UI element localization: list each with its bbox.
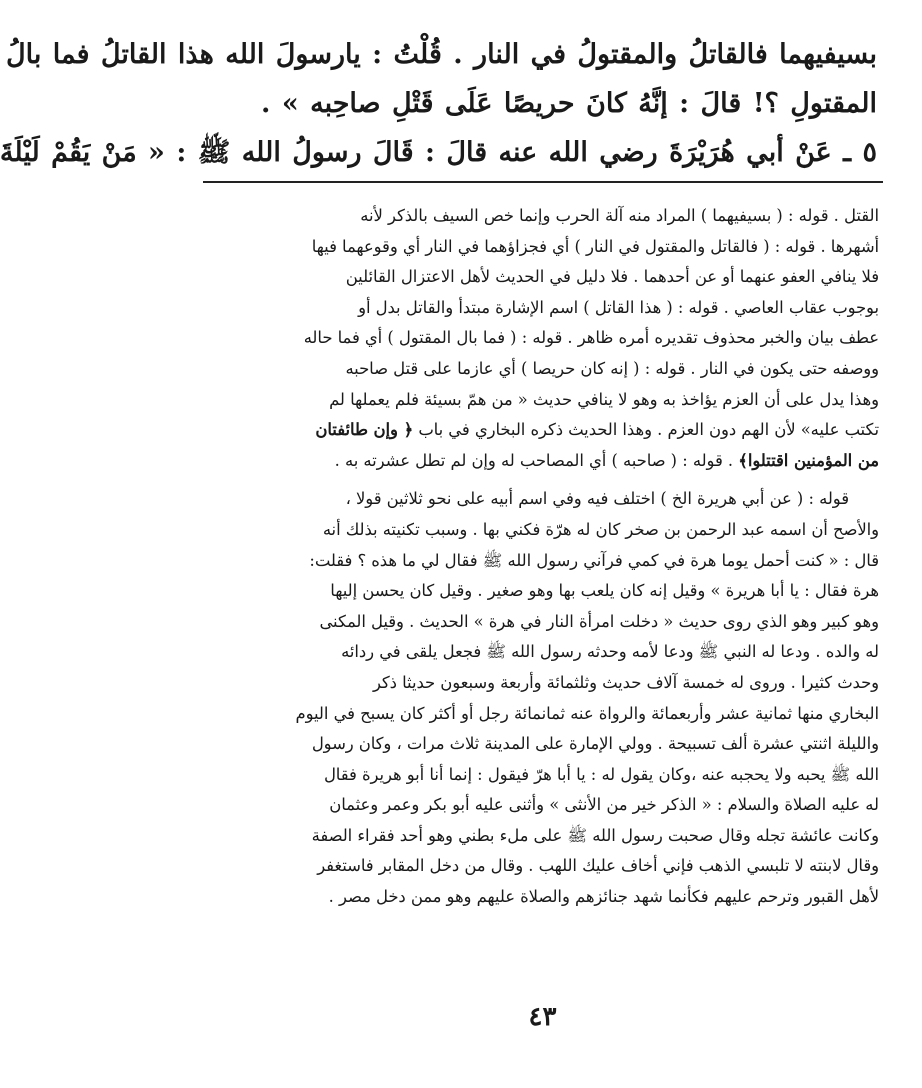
commentary-line: وهذا يدل على أن العزم يؤاخذ به وهو لا ينافي حديث « من همّ بسيئة فلم يعملها لم (329, 389, 879, 409)
commentary-line: له والده . ودعا له النبي ﷺ ودعا لأمه وحدثه رسول الله ﷺ فجعل يلقى في ردائه (341, 642, 879, 662)
commentary-line: له عليه الصلاة والسلام : « الذكر خير من الأنثى » وأثنى عليه أبو بكر وعمر وعثمان (329, 795, 879, 815)
hadith-line: ٥ ـ عَنْ أبي هُرَيْرَةَ رضي الله عنه قالَ : قَالَ رسولُ الله ﷺ : « مَنْ يَقُمْ لَيْلَةَ (0, 137, 877, 168)
commentary-line: البخاري منها ثمانية عشر وأربعمائة والرواة عنه ثمانمائة رجل أو أكثر كان يسبح في اليوم (295, 703, 879, 723)
quran-verse: ﴿ وإن طائفتان (315, 420, 414, 440)
commentary-line: أشهرها . قوله : ( فالقاتل والمقتول في النار ) أي فجزاؤهما في النار أي وقوعهما فيها (311, 236, 879, 256)
commentary-line (207, 415, 879, 446)
hadith-line: المقتولِ ؟! قالَ : إنَّهُ كانَ حريصًا عَلَى قَتْلِ صاحِبه » . (261, 88, 877, 119)
hadith-text (0, 30, 883, 177)
hadith-line: بسيفيهما فالقاتلُ والمقتولُ في النار . قُلْتُ : يارسولَ الله هذا القاتلُ فما بالُ (6, 39, 877, 70)
commentary-line: بوجوب عقاب العاصي . قوله : ( هذا القاتل ) اسم الإشارة مبتدأ والقاتل بدل أو (358, 297, 879, 317)
commentary-line (207, 446, 879, 477)
quran-verse: من المؤمنين اقتتلوا﴾ (738, 450, 879, 470)
commentary-line: الله ﷺ يحبه ولا يحجبه عنه ،وكان يقول له : يا أبا هرّ فيقول : إنما أنا أبو هريرة فقال (323, 764, 879, 784)
page-number: ٤٣ (528, 1002, 557, 1032)
section-divider (203, 181, 883, 183)
commentary-line: والليلة اثنتي عشرة ألف تسبيحة . وولي الإمارة على المدينة ثلاث مرات ، وكان رسول (311, 734, 879, 754)
commentary-line: فلا ينافي العفو عنهما أو عن أحدهما . فلا دليل في الحديث لأهل الاعتزال القائلين (345, 267, 879, 287)
commentary-line: لأهل القبور وترحم عليهم فكأنما شهد جنائزهم والصلاة عليهم وهو ممن دخل مصر . (328, 887, 879, 907)
commentary-line: عطف بيان والخبر محذوف تقديره أمره ظاهر . قوله : ( فما بال المقتول ) أي فما حاله (303, 328, 879, 348)
commentary-text (203, 201, 883, 913)
commentary-line: والأصح أن اسمه عبد الرحمن بن صخر كان له هرّة فكني بها . وسبب تكنيته بذلك أنه (322, 519, 879, 539)
commentary-line: وقال لابنته لا تلبسي الذهب فإني أخاف عليك اللهب . وقال من دخل المقابر فاستغفر (317, 856, 879, 876)
commentary-line: ووصفه حتى يكون في النار . قوله : ( إنه كان حريصا ) أي عازما على قتل صاحبه (345, 358, 879, 378)
commentary-line: قال : « كنت أحمل يوما هرة في كمي فرآني رسول الله ﷺ فقال لي ما هذه ؟ فقلت: (309, 550, 879, 570)
commentary-line: هرة فقال : يا أبا هريرة » وقيل إنه كان يلعب بها وهو صغير . وقيل كان يحسن إليها (330, 581, 879, 601)
commentary-line: وكانت عائشة تجله وقال صحبت رسول الله ﷺ على ملء بطني وهو أحد فقراء الصفة (311, 825, 879, 845)
commentary-line: قوله : ( عن أبي هريرة الخ ) اختلف فيه وفي اسم أبيه على نحو ثلاثين قولا ، (345, 489, 849, 509)
commentary-text-run: . قوله : ( صاحبه ) أي المصاحب له وإن لم تطل عشرته به . (334, 450, 734, 470)
commentary-line: القتل . قوله : ( بسيفيهما ) المراد منه آلة الحرب وإنما خص السيف بالذكر لأنه (360, 206, 879, 225)
book-page (0, 30, 883, 1070)
commentary-text-run: تكتب عليه» لأن الهم دون العزم . وهذا الحديث ذكره البخاري في باب (418, 420, 879, 440)
paragraph-gap (207, 476, 879, 484)
commentary-line: وحدث كثيرا . وروى له خمسة آلاف حديث وثلثمائة وأربعة وسبعون حديثا ذكر (372, 672, 879, 692)
commentary-line: وهو كبير وهو الذي روى حديث « دخلت امرأة النار في هرة » الحديث . وقيل المكنى (319, 611, 879, 631)
